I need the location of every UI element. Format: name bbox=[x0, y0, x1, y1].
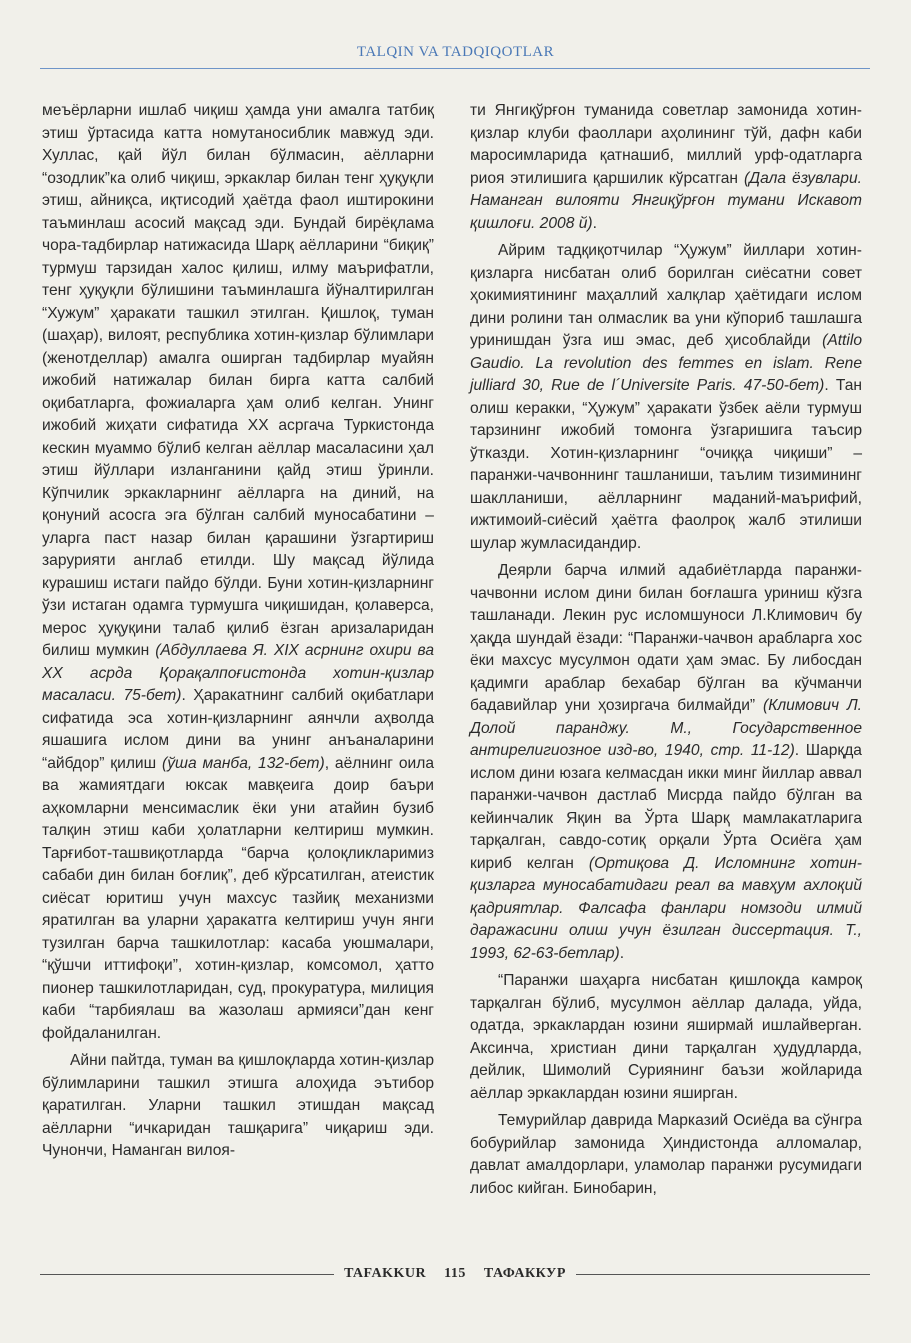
footer-rule-right bbox=[576, 1274, 870, 1275]
header-rule bbox=[40, 68, 870, 69]
text-run: . bbox=[619, 944, 625, 962]
text-run: меъёрларни ишлаб чиқиш ҳамда уни амалга татбиқ этиш ўртасида катта номутаносиблик мавжуд эди. Хуллас, қай йўл билан бўлмасин, аёлларни “озодлик”ка олиб чиқиш, эркаклар билан тенг ҳуқуқли этиш, айниқса, иқтисодий ҳаётда фаол иштирокини таъминлаш асосий мақсад эди. Бундай бирёқлама чора-тадбирлар натижасида Шарқ аёлларини “биқиқ” турмуш тарзидан халос қилиш, илму маърифатли, тенг ҳуқуқли бўлишини таъминлашга йўналтирилган “Хужум” ҳаракати ташкил этилган. Қишлоқ, туман (шаҳар), вилоят, республика хотин-қизлар бўлимлари (женотделлар) амалга оширган тадбирлар муайян ижобий натижалар билан бирга катта салбий оқибатларга, фожиаларга ҳам олиб келган. Унинг ижобий жиҳати сифатида ХХ асргача Туркистонда кескин муаммо бўлиб келган аёллар масаласини ҳал этиш йўллари изланганини қайд этиш ўринли. Кўпчилик эркакларнинг аёлларга на диний, на қонуний асосга эга бўлган салбий муносабатини – уларга паст назар билан қарашини ўзгартириш зарурияти англаб етилди. Шу мақсад йўлида курашиш истаги пайдо бўлди. Буни хотин-қизларнинг ўзи истаган одамга турмушга чиқишидан, қолаверса, мерос ҳуқуқини талаб қилиб ёзган аризаларидан билиш мумкин bbox=[42, 102, 434, 659]
citation: (Климович Л. Долой паранджу. М., Государственное антирелигиозное изд-во, 1940, стр. 11-12) bbox=[470, 697, 863, 759]
citation: (Абдуллаева Я. XIX асрнинг охири ва ХХ асрда Қорақалпоғистонда хотин-қизлар масаласи. 75-бет) bbox=[42, 642, 434, 704]
citation: (Ортиқова Д. Исломнинг хотин-қизларга муносабатидаги реал ва мавҳум ахлоқий қадриятлар. Фалсафа фанлари номзоди илмий даражасини олиш учун ёзилган диссертация. Т., 1993, 62-63-бетлар) bbox=[470, 854, 862, 962]
text-run: Деярли барча илмий адабиётларда паранжи-чачвонни ислом дини билан боғлашга уриниш кўзга ташланади. Лекин рус исломшуноси Л.Климович бу ҳақда шундай ёзади: “Паранжи-чачвон арабларга хос ёки махсус мусулмон одати ҳам эмас. Бу либосдан қадимги араблар бехабар бўлган ва кўчманчи бадавийлар уни ҳозиргача билмайди” bbox=[470, 562, 862, 714]
right-paragraph-1 bbox=[470, 100, 862, 235]
text-run: . Тан олиш керакки, “Ҳужум” ҳаракати ўзбек аёли турмуш тарзининг ижобий томонга ўзгаришига таъсир ўтказди. Хотин-қизларнинг “очиққа чиқиши” – паранжи-чачвоннинг ташланиши, таълим тизимининг шаклланиши, аёлларнинг маданий-маърифий, ижтимоий-сиёсий ҳаётга фаолроқ жалб этилиши шулар жумласидандир. bbox=[470, 377, 862, 552]
footer-journal-cyrillic: ТАФАККУР bbox=[483, 1266, 566, 1281]
right-column bbox=[470, 100, 862, 1200]
running-header: TALQIN VA TADQIQOTLAR bbox=[356, 44, 555, 60]
right-paragraph-5: Темурийлар даврида Марказий Осиёда ва сўнгра бобурийлар замонида Ҳиндистонда алломалар, давлат амалдорлари, уламолар паранжи русумидаги либос кийган. Бинобарин, bbox=[470, 1112, 862, 1197]
text-run: Айрим тадқиқотчилар “Ҳужум” йиллари хотин-қизларга нисбатан олиб борилган сиёсатни совет ҳокимиятининг маҳаллий халқлар ҳаётидаги ислом дини ролини тан олмаслик ва уни кўпориб ташлашга уринишдан ўзга иш эмас, деб ҳисоблайди bbox=[470, 242, 862, 349]
page-number: 115 bbox=[444, 1266, 466, 1281]
citation: (Дала ёзувлари. Наманган вилояти Янгиқўрғон тумани Искавот қишлоғи. 2008 й) bbox=[470, 169, 862, 232]
left-paragraph-1 bbox=[42, 100, 434, 1045]
page-footer bbox=[40, 1262, 870, 1286]
footer-journal-latin: TAFAKKUR bbox=[344, 1266, 427, 1281]
citation: (Attilo Gaudio. La revolution des femmes en islam. Rene julliard 30, Rue de l´Universite Paris. 47-50-бет) bbox=[470, 332, 862, 394]
left-column bbox=[42, 100, 434, 1163]
text-run: . Шарқда ислом дини юзага келмасдан икки минг йиллар аввал паранжи-чачвон дастлаб Мисрда пайдо бўлган ва кейинчалик Яқин ва Ўрта Шарқ мамлакатларига тарқалган, савдо-сотиқ орқали Ўрта Осиёга ҳам кириб келган bbox=[470, 742, 862, 872]
text-run: , аёлнинг оила ва жамиятдаги юксак мавқеига доир баъри аҳкомларни менсимаслик ёки уни атайин бузиб талқин этиш каби ҳолатларни келтириш мумкин. Тарғибот-ташвиқотларда “барча қолоқликларимиз сабаби дин билан боғлиқ”, деб кўрсатилган, атеистик сиёсат юритиш учун махсус тазйиқ механизми яратилган ва уларни ҳаракатга келтириш учун янги тузилган барча ташкилотлар: касаба уюшмалари, “қўшчи иттифоқи”, хотин-қизлар, комсомол, ҳатто пионер ташкилотларидан, суд, прокуратура, милиция каби “тарбиялаш ва жазолаш армияси”дан кенг фойдаланилган. bbox=[42, 754, 435, 1042]
right-paragraph-4: “Паранжи шаҳарга нисбатан қишлоқда камроқ тарқалган бўлиб, мусулмон аёллар далада, уйда, одатда, эркаклардан юзини яширмай ишлайверган. Аксинча, христиан дини тарқалган ҳудудларда, дейлик, Шимолий Суриянинг баъзи жойларида аёллар эркаклардан юзини яширган. bbox=[470, 972, 862, 1102]
left-paragraph-2: Айни пайтда, туман ва қишлоқларда хотин-қизлар бўлимларини ташкил этишга алоҳида эътибор қаратилган. Уларни ташкил этишдан мақсад аёлларни “ичкаридан ташқарига” чиқариш эди. Чунончи, Наманган вилоя- bbox=[42, 1052, 434, 1159]
text-run: . bbox=[592, 214, 597, 232]
right-paragraph-3 bbox=[470, 560, 862, 965]
citation: (ўша манба, 132-бет) bbox=[162, 754, 325, 772]
right-paragraph-2 bbox=[470, 240, 862, 555]
footer-rule-left bbox=[40, 1274, 334, 1275]
text-run: . Ҳаракатнинг салбий оқибатлари сифатида эса хотин-қизларнинг аянчли аҳволда яшашига ислом дини ва унинг анъаналарини “айбдор” қилиш bbox=[42, 687, 434, 772]
text-run: ти Янгиқўрғон туманида советлар замонида хотин-қизлар клуби фаоллари аҳолининг тўй, дафн каби маросимларида қатнашиб, миллий урф-одатларга риоя этилишига қаршилик кўрсатган bbox=[470, 102, 862, 187]
